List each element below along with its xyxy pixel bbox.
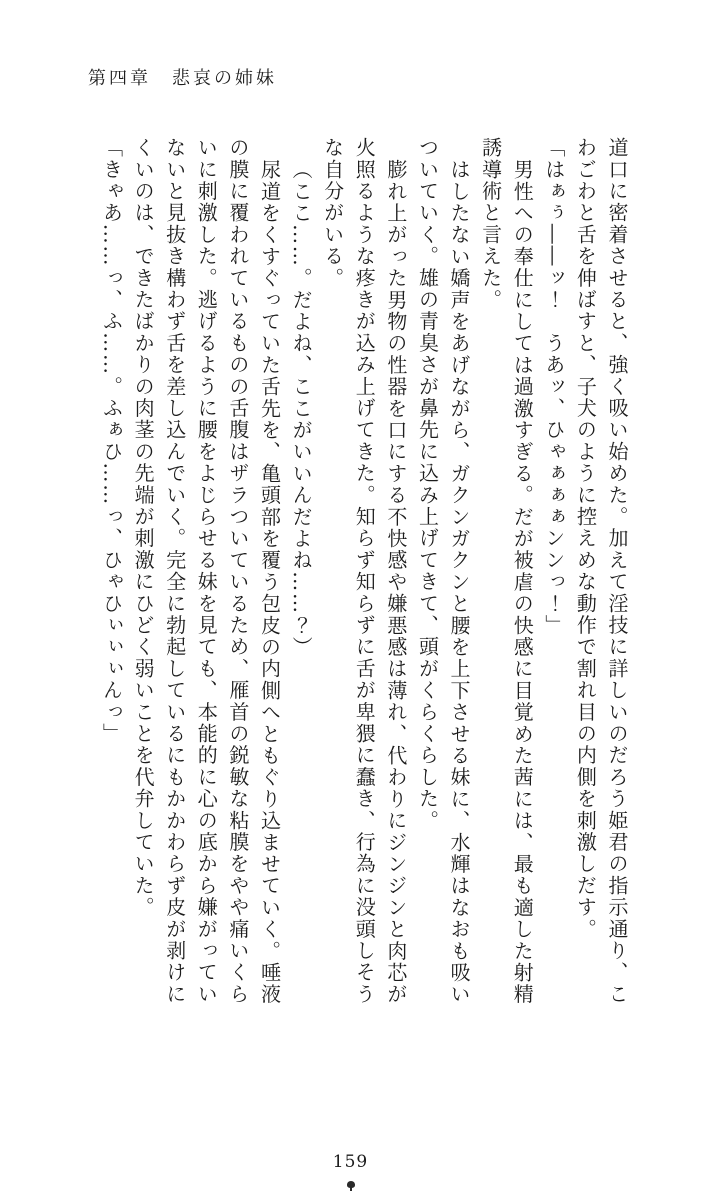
paragraph: 道口に密着させると、強く吸い始めた。加えて淫技に詳しいのだろう姫君の指示通り、こわごわと舌を伸ばすと、子犬のように控えめな動作で割れ目の内側を刺激しだす。 (573, 137, 629, 1005)
printer-ornament-icon (347, 1181, 355, 1188)
paragraph: （ここ……。だよね、ここがいいんだよね……？） (289, 158, 314, 658)
paragraph: 「はぁぅ――ッ！ うあッ、ひゃぁぁぁンンっ！」 (541, 137, 566, 637)
body-text (95, 137, 632, 1006)
paragraph: はしたない嬌声をあげながら、ガクンガクンと腰を上下させる妹に、水輝はなおも吸いついていく。雄の青臭さが鼻先に込み上げてきて、頭がくらくらした。 (415, 137, 472, 1005)
page-number: 159 (332, 1152, 369, 1172)
paragraph: 男性への奉仕にしては過激すぎる。だが被虐の快感に目覚めた茜には、最も適した射精誘導術と言えた。 (478, 137, 535, 1005)
paragraph: 「きゃあ……っ、ふ……。ふぁひ……っ、ひゃひぃぃぃんっ」 (99, 137, 124, 745)
paragraph: 尿道をくすぐっていた舌先を、亀頭部を覆う包皮の内側へともぐり込ませていく。唾液の膜に覆われているものの舌腹はザラついているため、雁首の鋭敏な粘膜をやや痛いくらいに刺激した。逃げるように腰をよじらせる妹を見ても、本能的に心の底から嫌がっていないと見抜き構わず舌を差し込んでいく。完全に勃起しているにもかかわらず皮が剥けにくいのは、できたばかりの肉茎の先端が刺激にひどく弱いことを代弁していた。 (131, 137, 282, 1005)
paragraph: 膨れ上がった男物の性器を口にする不快感や嫌悪感は薄れ、代わりにジンジンと肉芯が火照るような疼きが込み上げてきた。知らず知らずに舌が卑猥に蠢き、行為に没頭しそうな自分がいる。 (320, 137, 408, 1005)
chapter-header: 第四章 悲哀の姉妹 (88, 68, 277, 89)
